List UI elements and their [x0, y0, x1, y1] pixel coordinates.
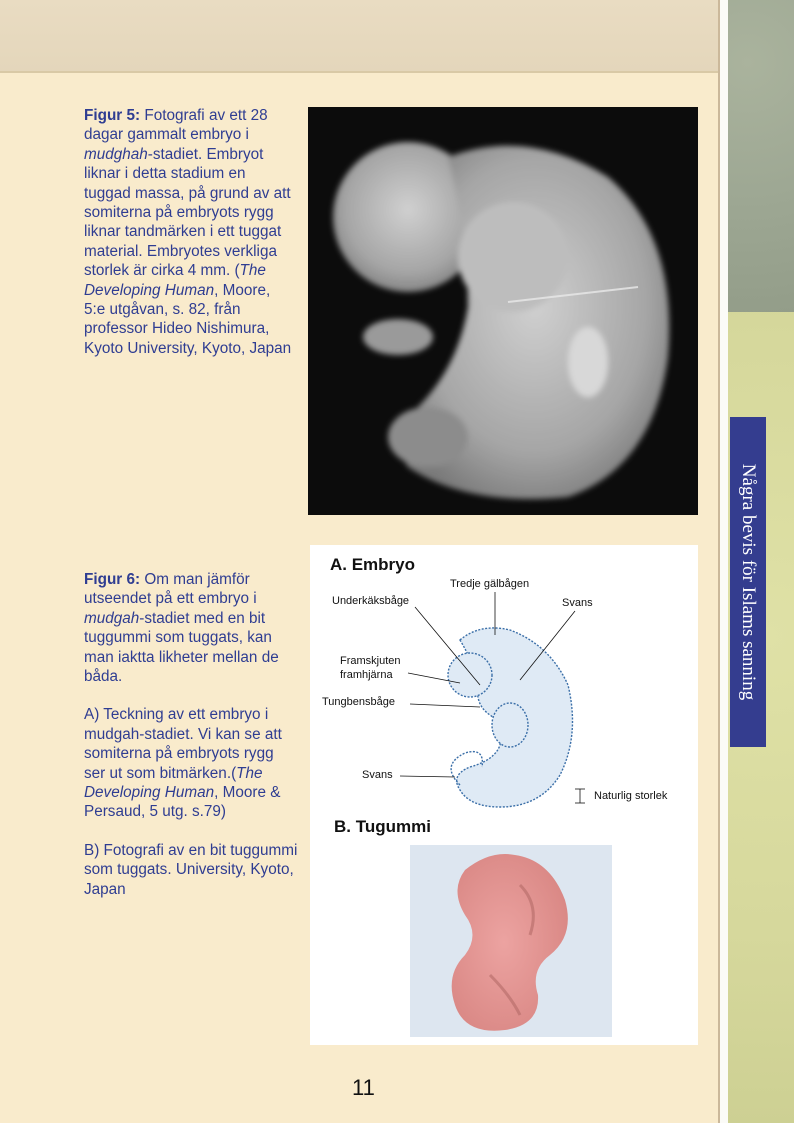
gum-photo-title: B. Tugummi: [334, 817, 431, 836]
label-natural-size: Naturlig storlek: [594, 790, 668, 802]
label-forebrain-2: framhjärna: [340, 669, 393, 681]
figure6-part-a: [84, 705, 299, 821]
figure6-term: mudgah: [84, 609, 140, 627]
figure6-panel: [310, 545, 698, 1045]
chewing-gum-photo: [410, 845, 612, 1037]
figure5-book-title: The Developing Human: [84, 262, 266, 299]
figure6-intro-text: Om man jämför utseendet på ett embryo i: [84, 571, 257, 608]
figure5-text-after: , Moore, 5:e utgåvan, s. 82, från professor Hideo Nishimura, Kyoto University, Kyoto, Japan: [84, 281, 292, 357]
figure6-part-a-title: The Developing Human: [84, 764, 263, 802]
embryo-drawing: [310, 545, 698, 845]
label-tail-top: Svans: [562, 597, 593, 609]
figure6-part-b: B) Fotografi av en bit tuggummi som tuggats. University, Kyoto, Japan: [84, 841, 298, 898]
embryo-drawing-title: A. Embryo: [330, 555, 416, 574]
label-mandibular-arch: Underkäksbåge: [332, 595, 410, 607]
figure6-intro: [84, 570, 299, 686]
figure6-part-a-text: A) Teckning av ett embryo i mudgah-stadiet. Vi kan se att somiterna på embryots rygg ser ut som bitmärken.(: [84, 706, 282, 782]
label-forebrain-1: Framskjuten: [340, 655, 401, 667]
chewing-gum-image: [410, 845, 612, 1037]
side-texture-upper: [728, 0, 794, 312]
page-number: 11: [352, 1075, 375, 1100]
figure6-intro-after: -stadiet med en bit tuggummi som tuggats, kan man iaktta likheter mellan de båda.: [84, 609, 279, 686]
figure5-caption: [84, 106, 294, 358]
label-tail-bottom: Svans: [362, 769, 393, 781]
figure5-term: mudghah: [84, 145, 148, 163]
side-tab: [730, 417, 766, 747]
label-third-arch: Tredje gälbågen: [450, 578, 530, 590]
embryo-photo: [308, 107, 698, 515]
figure5-text: Fotografi av ett 28 dagar gammalt embryo i: [84, 107, 268, 144]
figure6-label: Figur 6:: [84, 571, 141, 588]
page-gutter: [720, 0, 728, 1123]
top-header-band: [0, 0, 720, 73]
figure5-text-middle: -stadiet. Embryot liknar i detta stadium en tuggad massa, på grund av att somiterna på embryots rygg liknar tandmärken i ett tuggat material. Embryotes verkliga storlek är cirka 4 mm. (: [84, 145, 291, 280]
figure5-label: Figur 5:: [84, 107, 141, 124]
figure6-part-a-after: , Moore & Persaud, 5 utg. s.79): [84, 784, 281, 821]
side-tab-title: Några bevis för Islams sanning: [738, 463, 759, 701]
embryo-photo-image: [308, 107, 698, 515]
label-hyoid-arch: Tungbensbåge: [322, 696, 395, 708]
figure6-caption: [84, 570, 299, 918]
